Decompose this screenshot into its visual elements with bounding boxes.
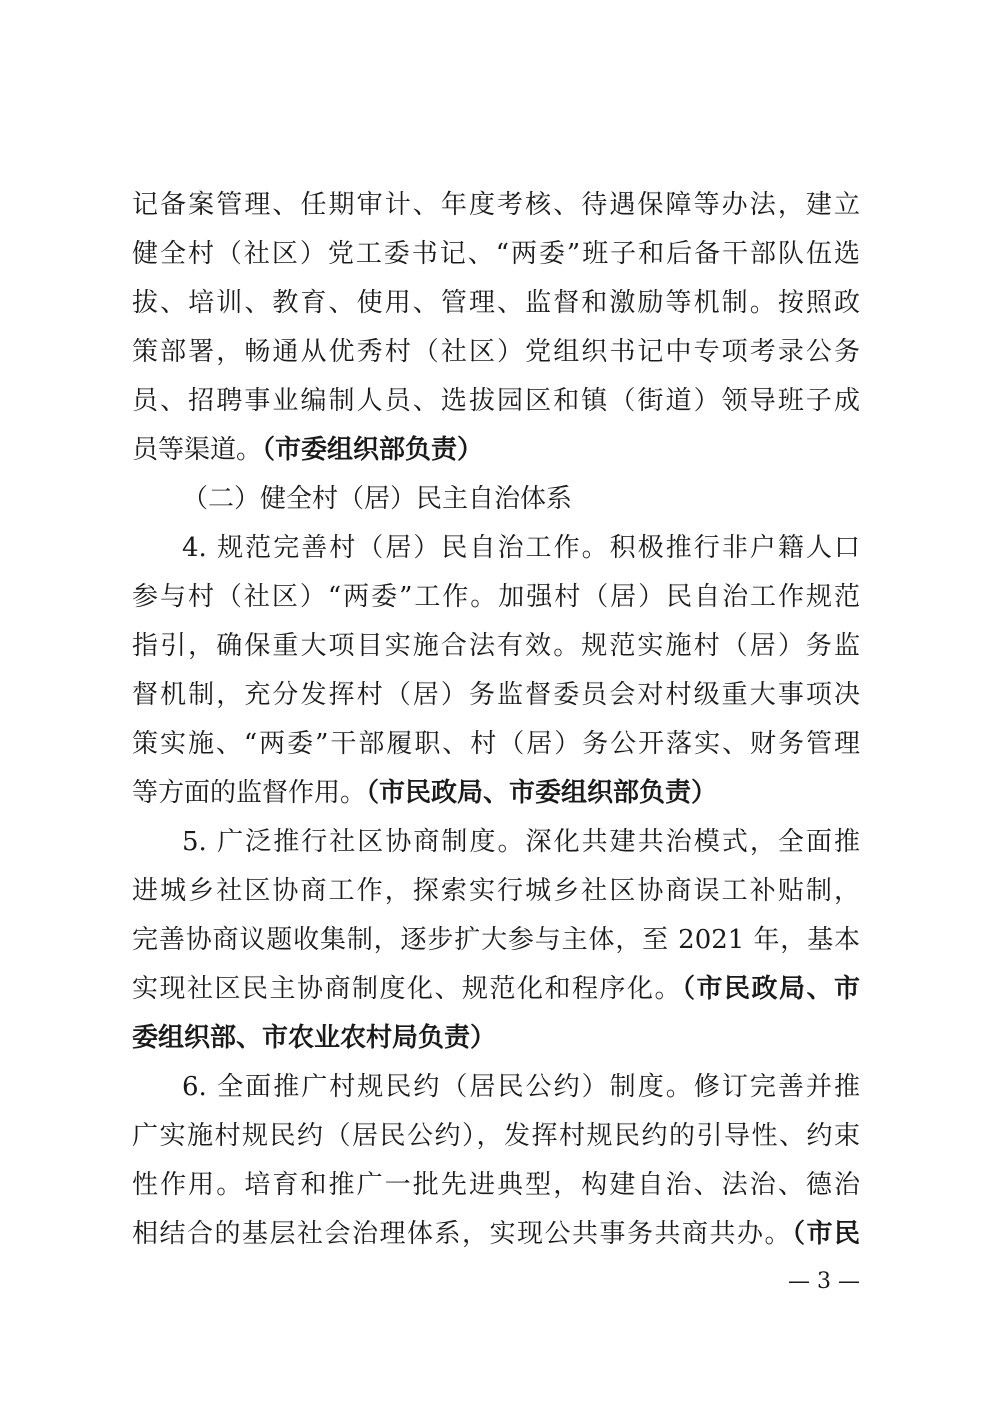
section-heading: （二）健全村（居）民主自治体系 [182, 484, 573, 514]
page-number: — 3 — [788, 1269, 860, 1294]
text-line: 实现社区民主协商制度化、规范化和程序化。（市民政局、市 [132, 974, 860, 1004]
text-line: 策实施、“两委”干部履职、村（居）务公开落实、财务管理 [132, 729, 860, 759]
text-line: 督机制，充分发挥村（居）务监督委员会对村级重大事项决 [132, 680, 860, 710]
text-line: 记备案管理、任期审计、年度考核、待遇保障等办法，建立 [132, 190, 860, 220]
text-line: 拔、培训、教育、使用、管理、监督和激励等机制。按照政 [132, 288, 860, 318]
responsible-department: 委组织部、市农业农村局负责） [132, 1023, 497, 1053]
item-heading-line: 6. 全面推广村规民约（居民公约）制度。修订完善并推 [182, 1072, 860, 1102]
text-line: 员等渠道。（市委组织部负责） [132, 435, 484, 465]
responsible-department: （市民 [791, 1219, 860, 1249]
text-line: 进城乡社区协商工作，探索实行城乡社区协商误工补贴制， [132, 876, 860, 906]
text-line: 参与村（社区）“两委”工作。加强村（居）民自治工作规范 [132, 582, 860, 612]
text-line: 健全村（社区）党工委书记、“两委”班子和后备干部队伍选 [132, 239, 860, 269]
text-line: 性作用。培育和推广一批先进典型，构建自治、法治、德治 [132, 1170, 860, 1200]
text-line: 广实施村规民约（居民公约），发挥村规民约的引导性、约束 [132, 1121, 860, 1151]
responsible-department: （市民政局、市委组织部负责） [366, 778, 718, 808]
item-heading-line: 4. 规范完善村（居）民自治工作。积极推行非户籍人口 [182, 533, 860, 563]
text-line: 相结合的基层社会治理体系，实现公共事务共商共办。（市民 [132, 1219, 860, 1249]
text-line [132, 1013, 860, 1063]
text-line: 等方面的监督作用。（市民政局、市委组织部负责） [132, 778, 718, 808]
text-line: 员、招聘事业编制人员、选拔园区和镇（街道）领导班子成 [132, 386, 860, 416]
text-line: 完善协商议题收集制，逐步扩大参与主体，至 2021 年，基本 [132, 925, 860, 955]
item-heading-line: 5. 广泛推行社区协商制度。深化共建共治模式，全面推 [182, 827, 860, 857]
responsible-department: （市委组织部负责） [262, 435, 484, 465]
text-line: 策部署，畅通从优秀村（社区）党组织书记中专项考录公务 [132, 337, 860, 367]
text-line: 指引，确保重大项目实施合法有效。规范实施村（居）务监 [132, 631, 860, 661]
responsible-department: （市民政局、市 [681, 974, 860, 1004]
